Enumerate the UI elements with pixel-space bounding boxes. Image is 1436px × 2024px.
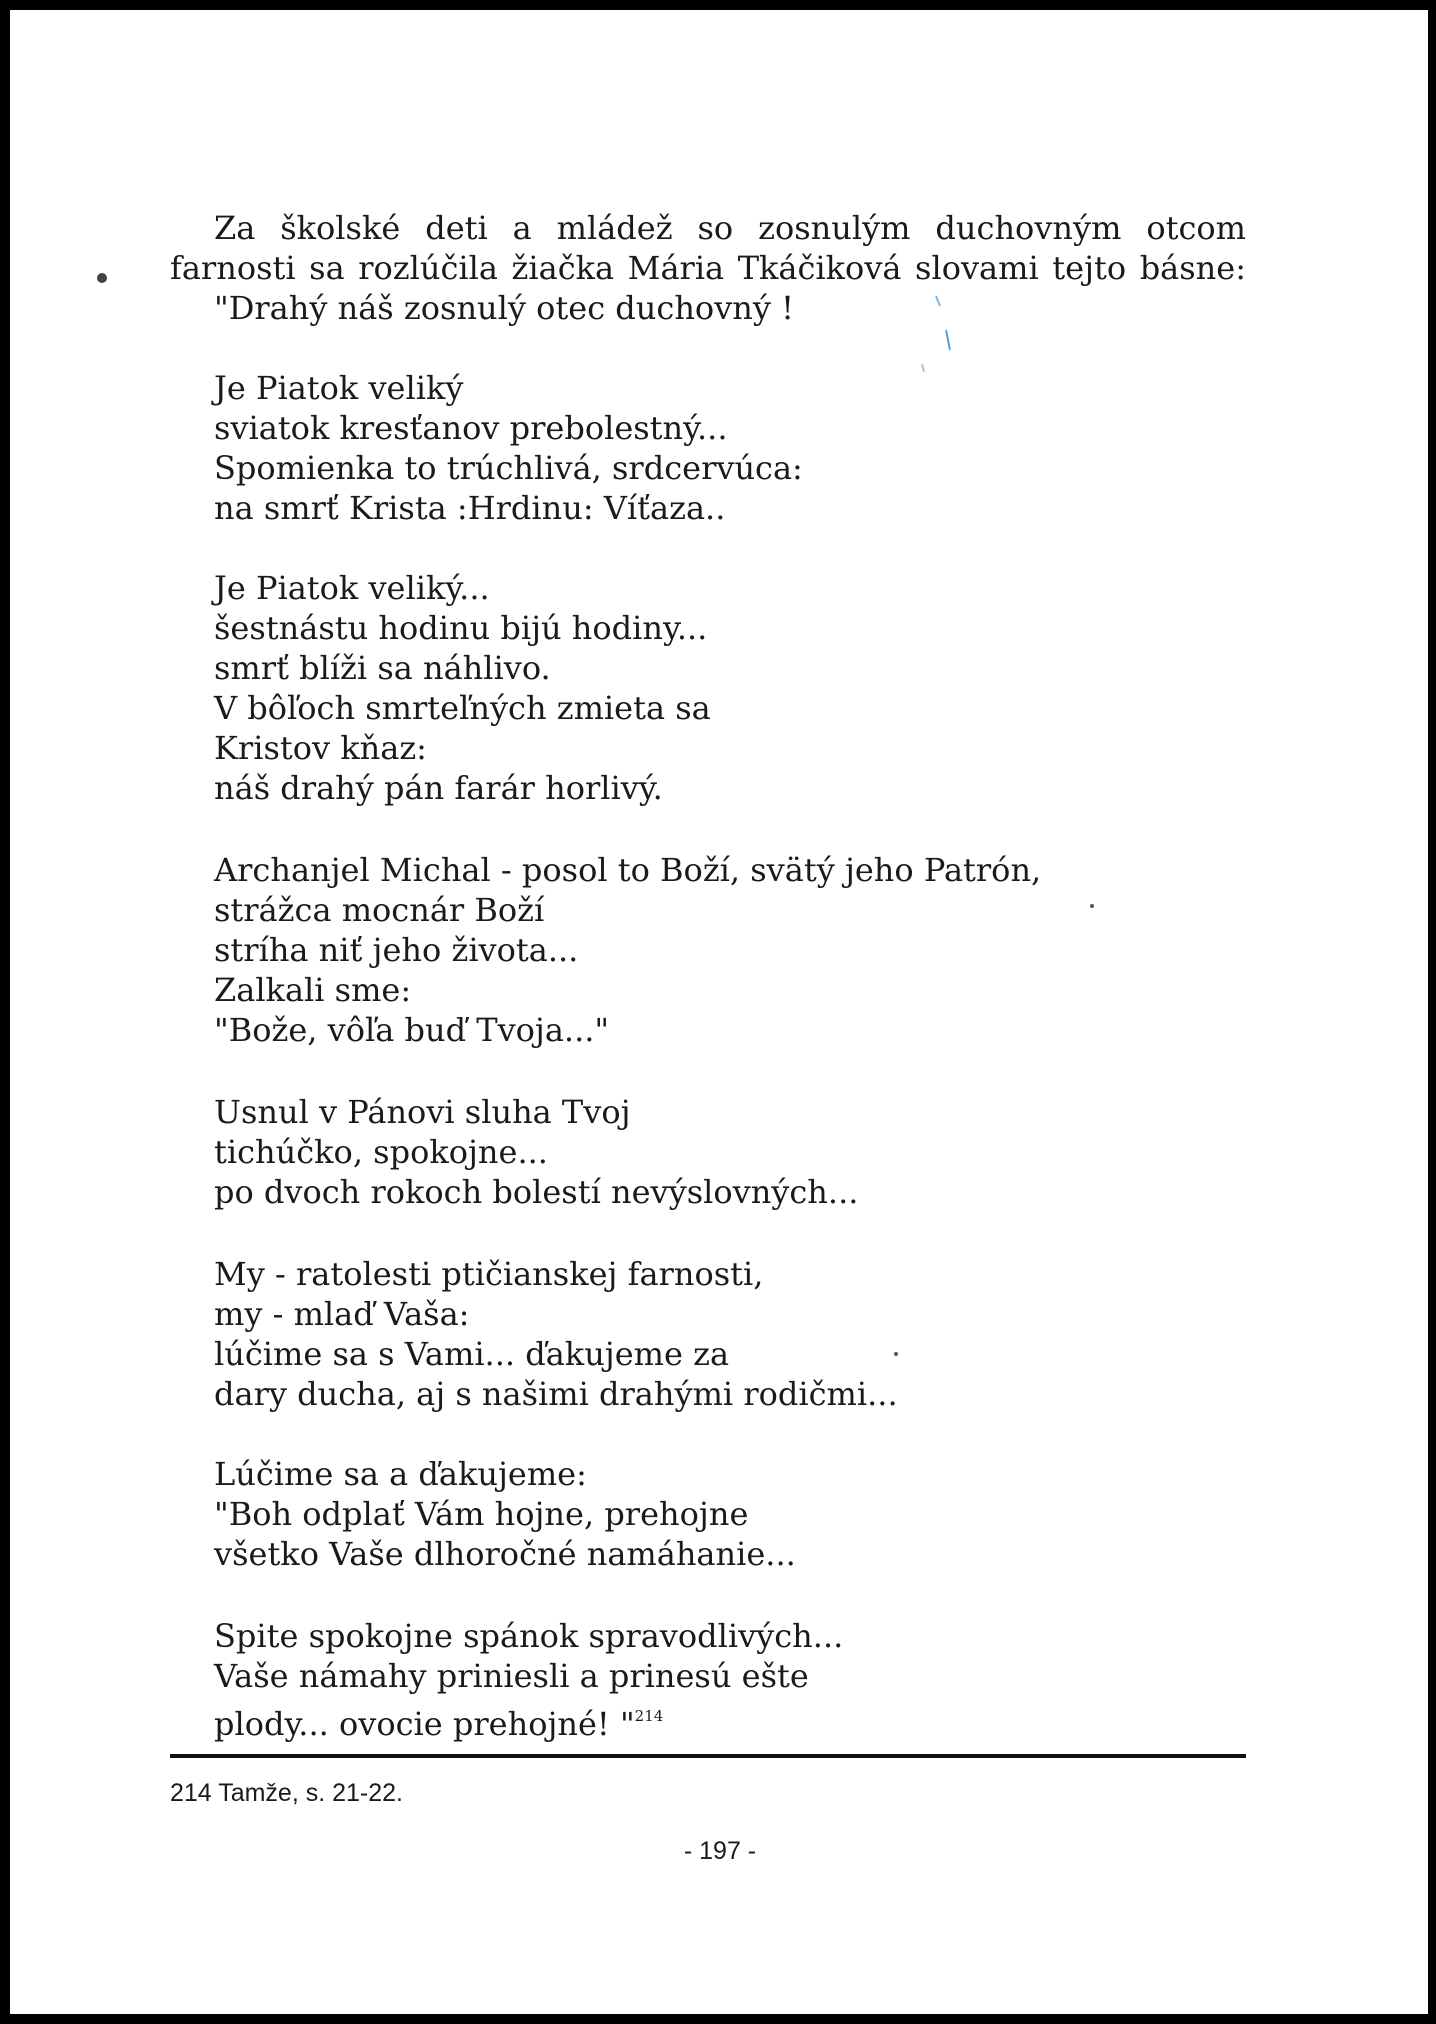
poem-line-text: plody... ovocie prehojné! " <box>214 1705 635 1743</box>
intro-line-3: "Drahý náš zosnulý otec duchovný ! <box>214 289 794 327</box>
speck <box>946 330 950 350</box>
poem-line: náš drahý pán farár horlivý. <box>214 769 663 807</box>
poem-line: dary ducha, aj s našimi drahými rodičmi... <box>214 1375 898 1413</box>
poem-line: Zalkali sme: <box>214 971 412 1009</box>
footnote-divider <box>170 1754 1246 1758</box>
poem-line: Lúčime sa a ďakujeme: <box>214 1455 587 1493</box>
poem-line: Vaše námahy priniesli a prinesú ešte <box>214 1657 809 1695</box>
poem-line: Je Piatok veliký... <box>214 569 490 607</box>
poem-line: "Bože, vôľa buď Tvoja..." <box>214 1011 610 1049</box>
intro-line-1: Za školské deti a mládež so zosnulým duchovným otcom <box>214 209 1246 247</box>
poem-line: "Boh odplať Vám hojne, prehojne <box>214 1495 749 1533</box>
footnote: 214 Tamže, s. 21-22. <box>170 1779 404 1807</box>
document-page <box>10 10 1428 2014</box>
speck <box>1090 904 1094 908</box>
poem-line: tichúčko, spokojne... <box>214 1133 548 1171</box>
poem-line: V bôľoch smrteľných zmieta sa <box>214 689 711 727</box>
poem-line: Usnul v Pánovi sluha Tvoj <box>214 1093 631 1131</box>
page-number: - 197 - <box>683 1837 757 1865</box>
poem-line: Spomienka to trúchlivá, srdcervúca: <box>214 449 803 487</box>
intro-line-2: farnosti sa rozlúčila žiačka Mária Tkáčiková slovami tejto básne: <box>170 249 1246 287</box>
poem-line: my - mlaď Vaša: <box>214 1295 470 1333</box>
poem-line: strážca mocnár Boží <box>214 891 545 929</box>
poem-line: My - ratolesti ptičianskej farnosti, <box>214 1255 764 1293</box>
poem-line: lúčime sa s Vami... ďakujeme za <box>214 1335 730 1373</box>
speck <box>936 296 940 306</box>
poem-line: na smrť Krista :Hrdinu: Víťaza.. <box>214 489 726 527</box>
poem-line: smrť blíži sa náhlivo. <box>214 649 551 687</box>
speck <box>922 364 924 372</box>
poem-line: Je Piatok veliký <box>214 369 464 407</box>
poem-line: Spite spokojne spánok spravodlivých... <box>214 1617 844 1655</box>
poem-line: všetko Vaše dlhoročné namáhanie... <box>214 1535 796 1573</box>
poem-line: po dvoch rokoch bolestí nevýslovných... <box>214 1173 859 1211</box>
footnote-reference: 214 <box>634 1707 664 1725</box>
poem-line: sviatok kresťanov prebolestný... <box>214 409 728 447</box>
poem-line: Archanjel Michal - posol to Boží, svätý jeho Patrón, <box>214 851 1042 889</box>
poem-line: stríha niť jeho života... <box>214 931 579 969</box>
poem-line: Kristov kňaz: <box>214 729 427 767</box>
speck <box>894 1352 898 1356</box>
poem-last-line <box>214 1696 663 1744</box>
poem-line: šestnástu hodinu bijú hodiny... <box>214 609 708 647</box>
